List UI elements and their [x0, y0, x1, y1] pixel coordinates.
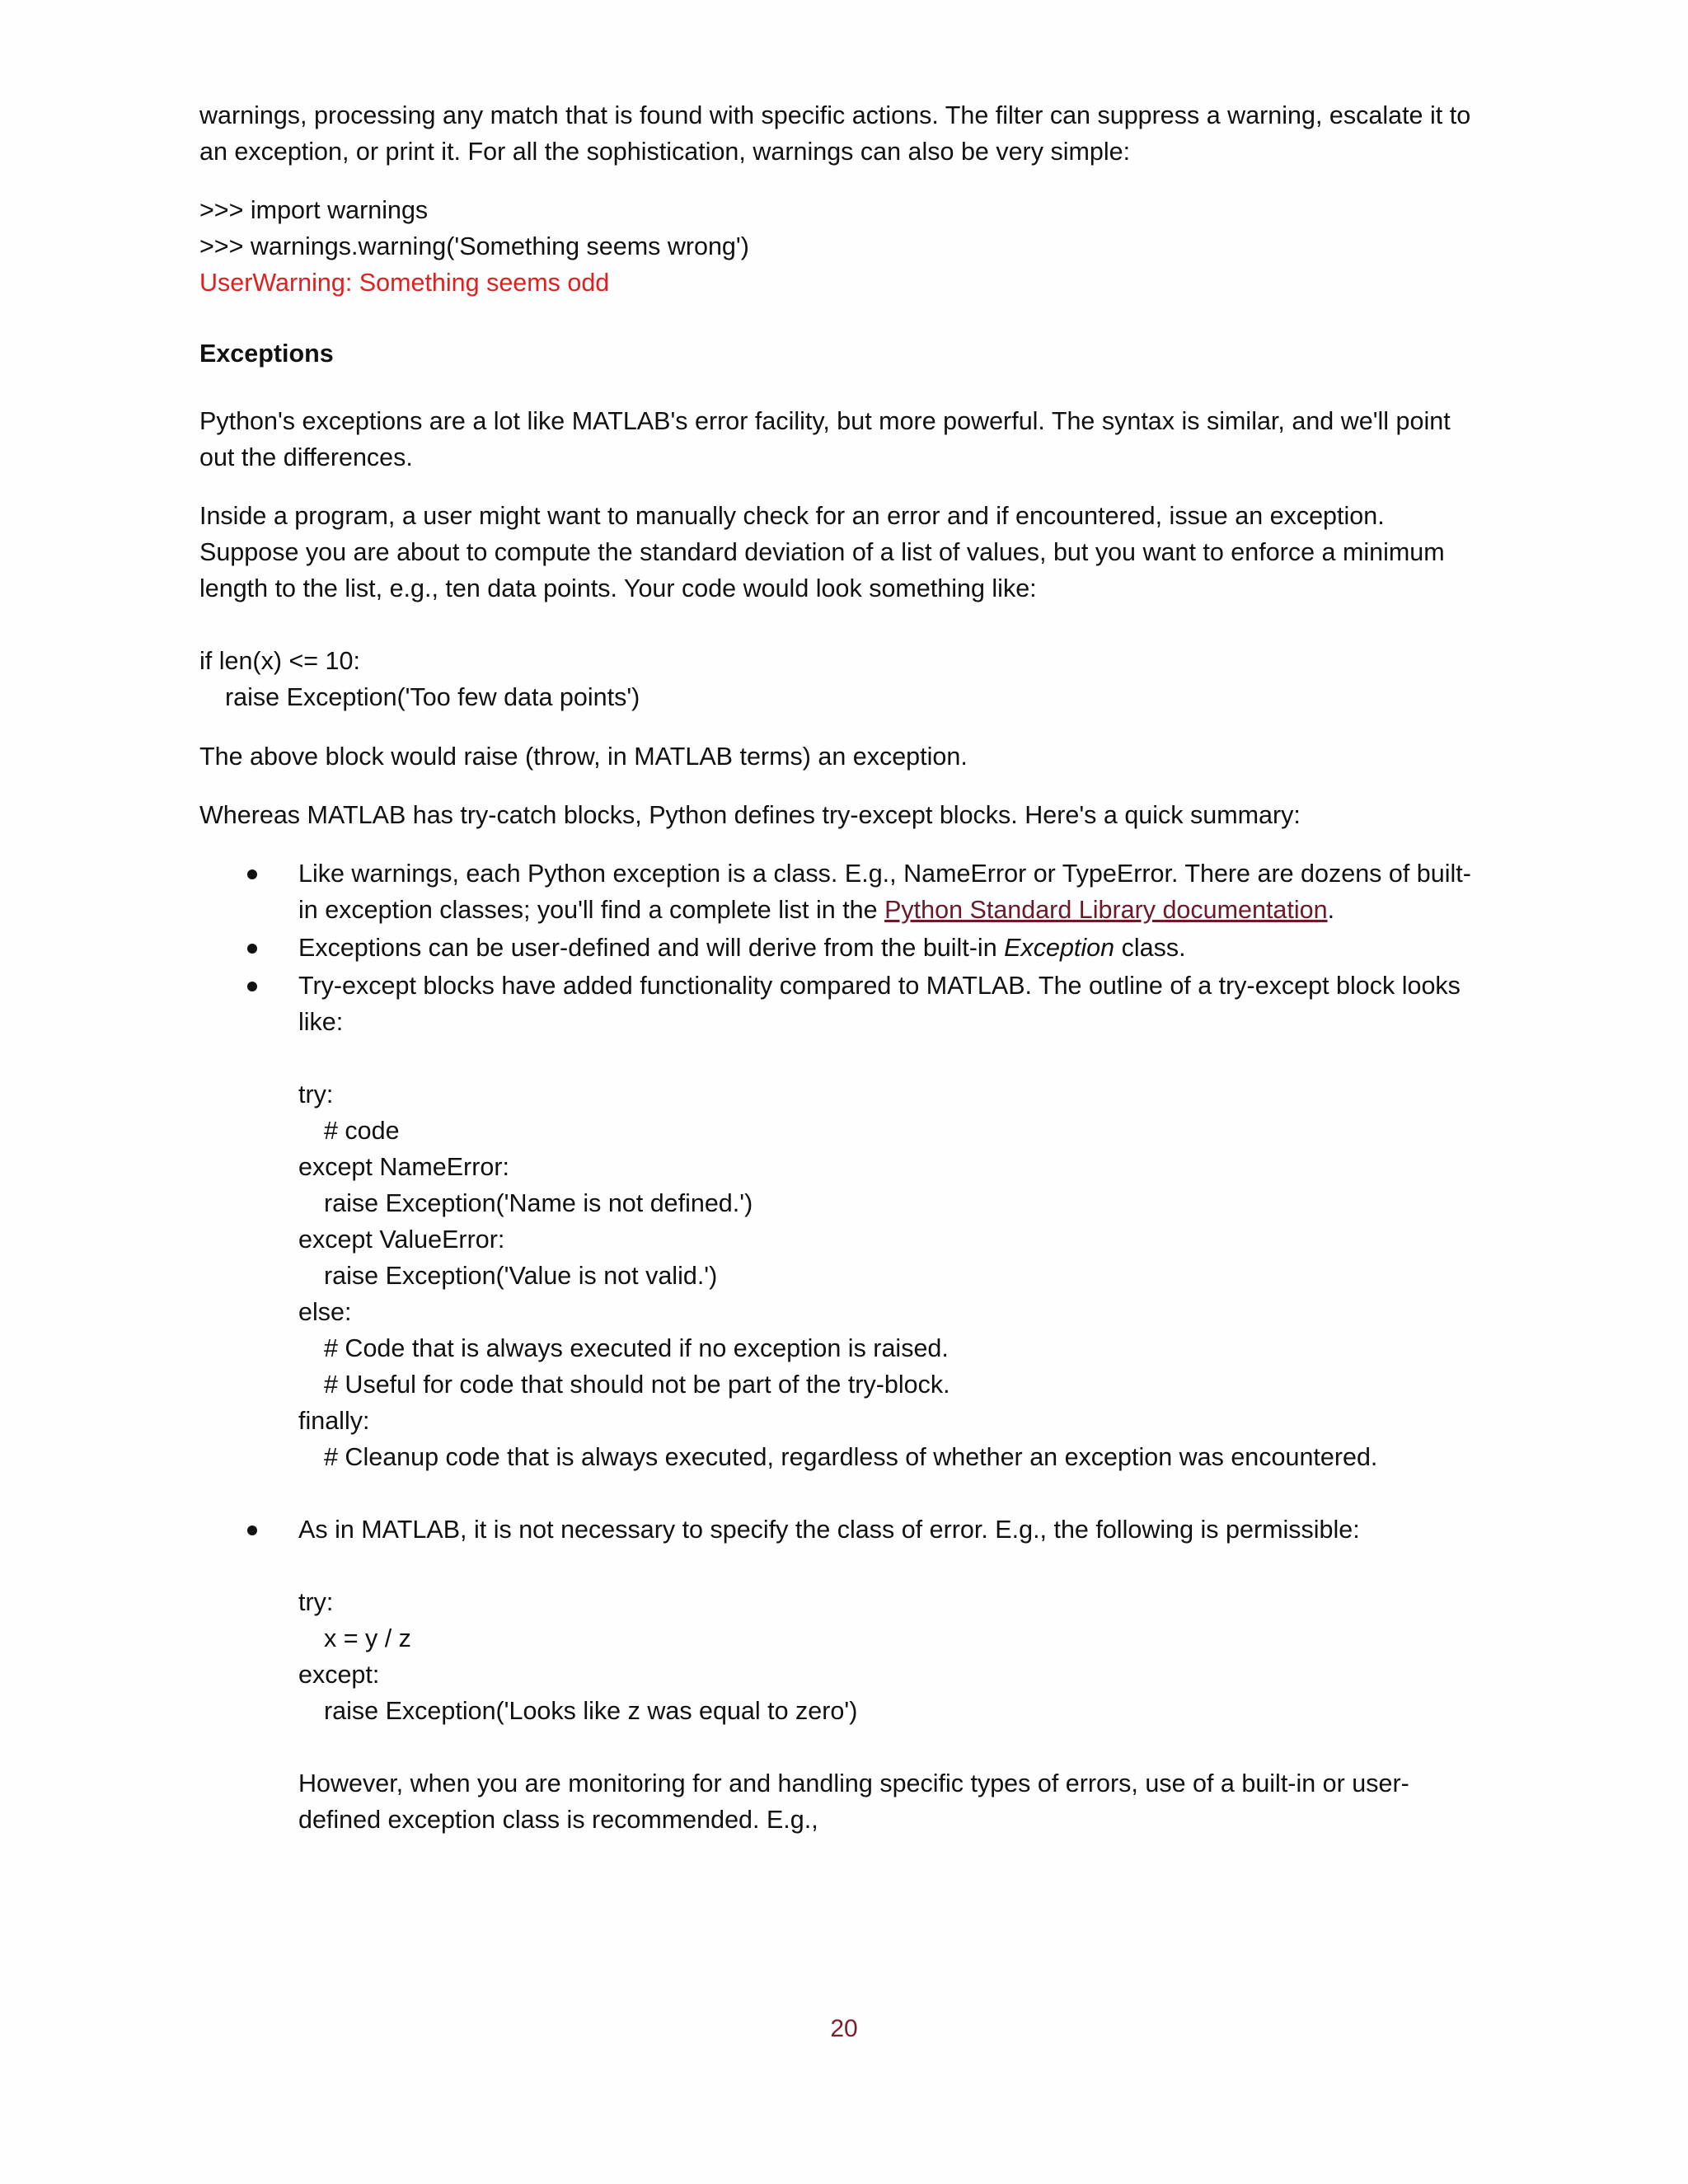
text-line: Inside a program, a user might want to manually check for an error and if encountered, issue an exception.: [199, 502, 1385, 530]
code-line: except:: [298, 1661, 380, 1689]
text-line: [298, 930, 1502, 966]
text-line: Python's exceptions are a lot like MATLAB's error facility, but more powerful. The syntax is similar, and we'll point: [199, 407, 1451, 435]
paragraph-raise-explanation: The above block would raise (throw, in MATLAB terms) an exception.: [199, 743, 968, 771]
text-line: defined exception class is recommended. E.g.,: [298, 1806, 818, 1834]
paragraph-recommendation: [298, 1765, 1502, 1838]
page-number: 20: [830, 2015, 858, 2042]
code-line: else:: [298, 1298, 352, 1326]
code-line: except NameError:: [298, 1153, 509, 1181]
bullet-icon: [247, 869, 257, 879]
code-line: raise Exception('Value is not valid.'): [324, 1262, 718, 1290]
bullet-icon: [247, 1526, 257, 1535]
text-line: length to the list, e.g., ten data points. Your code would look something like:: [199, 574, 1037, 602]
bullet-icon: [247, 944, 257, 954]
code-line: raise Exception('Name is not defined.'): [324, 1189, 753, 1217]
intro-paragraph: [199, 97, 1502, 170]
warnings-example: [199, 192, 1502, 301]
code-line: except ValueError:: [298, 1226, 505, 1254]
code-line: >>> import warnings: [199, 196, 429, 224]
code-line: # Code that is always executed if no exception is raised.: [324, 1334, 949, 1362]
bullet-icon: [247, 982, 257, 991]
code-line: # code: [324, 1117, 400, 1145]
list-item: [199, 1511, 1502, 1838]
text-line: However, when you are monitoring for and handling specific types of errors, use of a built-in or user-: [298, 1769, 1409, 1797]
list-item: [199, 968, 1502, 1475]
summary-list: [199, 855, 1502, 1838]
section-heading: Exceptions: [199, 340, 334, 368]
text-span: in exception classes; you'll find a complete list in the: [298, 896, 885, 924]
code-try-except-outline: [298, 1076, 1502, 1475]
code-line: finally:: [298, 1407, 370, 1435]
code-bare-except: [298, 1584, 1502, 1729]
intro-line-1: warnings, processing any match that is found with specific actions. The filter can suppress a warning, escalate it to: [199, 101, 1471, 129]
text-line: Suppose you are about to compute the standard deviation of a list of values, but you want to enforce a minimum: [199, 538, 1445, 566]
exception-class-name: Exception: [1004, 934, 1115, 962]
warning-output: UserWarning: Something seems odd: [199, 269, 610, 297]
text-span: Exceptions can be user-defined and will derive from the built-in: [298, 934, 1005, 962]
code-line: raise Exception('Too few data points'): [225, 683, 640, 711]
code-raise-example: [199, 643, 1502, 715]
intro-line-2: an exception, or print it. For all the sophistication, warnings can also be very simple:: [199, 138, 1131, 166]
paragraph-try-except-summary: Whereas MATLAB has try-catch blocks, Python defines try-except blocks. Here's a quick summary:: [199, 801, 1301, 829]
paragraph-exceptions-intro: [199, 403, 1502, 476]
text-line: [298, 892, 1502, 928]
python-stdlib-docs-link[interactable]: Python Standard Library documentation: [884, 896, 1328, 924]
text-line: like:: [298, 1008, 344, 1036]
code-line: x = y / z: [324, 1624, 411, 1652]
code-line: # Cleanup code that is always executed, regardless of whether an exception was encountered.: [324, 1443, 1378, 1471]
code-line: raise Exception('Looks like z was equal to zero'): [324, 1697, 858, 1725]
text-line: As in MATLAB, it is not necessary to specify the class of error. E.g., the following is permissible:: [298, 1516, 1360, 1544]
list-item: [199, 930, 1502, 966]
text-span: .: [1327, 896, 1335, 924]
code-line: # Useful for code that should not be part of the try-block.: [324, 1371, 950, 1399]
text-line: Try-except blocks have added functionality compared to MATLAB. The outline of a try-except block looks: [298, 972, 1461, 1000]
text-line: Like warnings, each Python exception is a class. E.g., NameError or TypeError. There are dozens of built-: [298, 860, 1471, 888]
list-item: [199, 855, 1502, 928]
code-line: try:: [298, 1588, 334, 1616]
text-span: class.: [1114, 934, 1186, 962]
code-line: if len(x) <= 10:: [199, 647, 360, 675]
text-line: out the differences.: [199, 443, 413, 471]
code-line: >>> warnings.warning('Something seems wrong'): [199, 232, 749, 260]
paragraph-manual-check: [199, 498, 1502, 607]
page-content: [199, 97, 1502, 1840]
code-line: try:: [298, 1080, 334, 1108]
